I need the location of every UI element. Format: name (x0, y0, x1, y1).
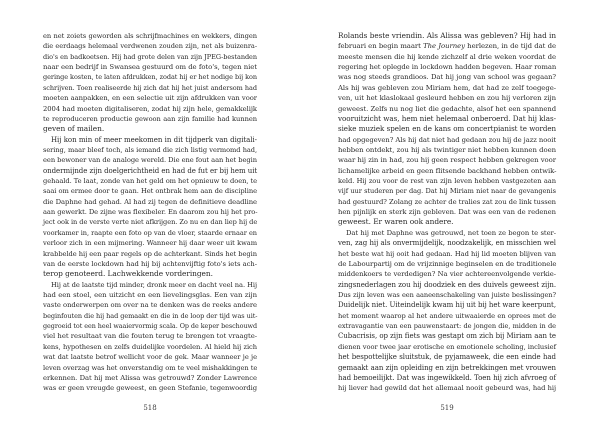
text-run: keld. Hij zou voor de rest van zijn leven hebben vastgezeten aan (338, 177, 556, 186)
text-run: vijf uur studeren per dag. Dat hij Miriam niet naar de gevangenis (338, 187, 556, 196)
text-run: beginfouten die hij had gemaakt en die in de loop der tijd was uit- (43, 311, 258, 320)
text-run: regering het oplegde in lockdown hadden begeven. Haar roman (338, 63, 557, 72)
text-run: wat dat laatste betrof wellicht voor de gek. Maar wanneer je je (43, 353, 257, 362)
text-line (43, 321, 257, 331)
text-run: meeste mensen die hij kende zichzelf al drie weken voordat de (338, 52, 556, 61)
text-line (338, 373, 556, 383)
text-line (338, 31, 556, 41)
text-line (338, 280, 556, 290)
text-line (43, 352, 257, 362)
text-run: te reproduceren productie gewoon aan zijn familie had kunnen (43, 114, 257, 123)
text-line (338, 290, 556, 300)
text-line (43, 207, 257, 217)
text-run: van de eerste lockdown had hij bij achtenvijftig foto's iets ach- (43, 259, 257, 268)
text-line (43, 176, 257, 186)
text-line (43, 269, 257, 279)
text-run: vaste onderwerpen om over na te denken was de reeks andere (43, 301, 257, 310)
text-run: het bespottelijke sluitstuk, de pyjamaweek, die een einde had (338, 353, 556, 362)
text-run: een bewoner van de analoge wereld. Die ene fout aan het begin (43, 156, 257, 165)
text-line (338, 104, 556, 114)
text-run: terop genoteerd. Lachwekkende vorderingen. (43, 269, 213, 279)
text-run: herlezen, in de tijd dat de (464, 42, 556, 51)
text-line (43, 31, 257, 41)
text-line (43, 311, 257, 321)
text-line (43, 363, 257, 373)
text-run: erkennen. Dat hij met Alissa was getrouwd? Zonder Lawrence (43, 373, 257, 382)
text-line (43, 280, 257, 290)
text-line (338, 166, 556, 176)
text-run: leven overzag was het onverstandig om te veel mishakkingen te (43, 363, 258, 372)
text-line (338, 228, 556, 238)
text-run: extravagantie van een pauwenstaart: de jongen die, midden in de (338, 322, 556, 331)
text-run: was nog steeds grandioos. Dat hij jong van school was gegaan? (338, 73, 556, 82)
text-line (338, 238, 556, 248)
text-line (338, 321, 556, 331)
text-line (43, 228, 257, 238)
text-line (338, 93, 556, 103)
text-run: vooruitzicht was, hem niet helemaal onberoerd. Dat hij klas- (338, 113, 556, 123)
text-line (43, 238, 257, 248)
text-run: viel het resultaat van die fouten terug te brengen tot vraagte- (43, 332, 257, 341)
text-line (338, 383, 556, 393)
text-run: lichamelijke arbeid en geen flitsende backhand hebben ontwik- (338, 166, 557, 175)
text-run: sieke muziek spelen en de kans om concertpianist te worden (338, 124, 556, 134)
text-run: Als hij was gebleven zou Miriam hem, dat had ze zelf toegege- (338, 83, 556, 92)
text-line (338, 207, 556, 217)
text-run: Duidelijk niet. Uiteindelijk kwam hij uit bij het ware keerpunt, (338, 301, 556, 310)
text-run: had opgegeven? Als hij dat niet had gedaan zou hij de jazz nooit (338, 135, 557, 144)
text-line (338, 186, 556, 196)
text-line (338, 352, 556, 362)
text-run: middenkoers te verdedigen? Na vier achtereenvolgende verkie- (338, 270, 556, 279)
text-line (43, 197, 257, 207)
page-number-right: 519 (440, 404, 454, 412)
text-line (338, 72, 556, 82)
text-run: aan gewerkt. De zijne was flexibeler. En daarom zou hij het pro- (43, 208, 258, 217)
text-run: Hij kon min of meer meekomen in dit tijdperk van digitali- (51, 135, 257, 144)
text-run: sering, maar bleef toch, als iemand die zich listig vermomd had, (43, 145, 257, 154)
text-run: Dat hij met Daphne was getrouwd, net toen ze begon te ster- (346, 228, 556, 237)
text-line (338, 114, 556, 124)
right-page-text (338, 31, 556, 394)
text-line (338, 363, 556, 373)
text-run: geweest. Zelfs nu nog liet die gedachte, alsof het een spannend (338, 104, 556, 113)
text-line (43, 124, 257, 134)
text-run: verloor zich in een mijmering. Wanneer hij daar weer uit kwam (43, 239, 257, 248)
text-line (338, 331, 556, 341)
text-run: die eerdaags helemaal verdwenen zouden zijn, net als buizenra- (43, 42, 257, 51)
text-line (43, 217, 257, 227)
text-run: en net zoiets geworden als schrijfmachines en wekkers, dingen (43, 32, 257, 40)
text-line (43, 300, 257, 310)
text-line (43, 52, 257, 62)
text-run: naar een bedrijf in Swansea gestuurd om de foto's, tegen niet (43, 63, 257, 72)
text-line (43, 135, 257, 145)
text-run: waar hij zin in had, zou hij geen respect hebben gekregen voor (338, 156, 556, 165)
text-run: Hij at de laatste tijd minder, dronk meer en dacht veel na. Hij (51, 280, 257, 289)
text-run: krabbelde hij een paar regels op de achterkant. Sinds het begin (43, 249, 257, 258)
text-line (338, 62, 556, 72)
right-page (300, 0, 600, 440)
text-line (338, 176, 556, 186)
page-number-left: 518 (143, 404, 157, 412)
text-run: had gestuurd? Zolang ze achter de tralies zat zou de link tussen (338, 197, 556, 206)
text-line (43, 62, 257, 72)
text-run: dio's en badkoetsen. Hij had grote delen van zijn JPEG-bestanden (43, 52, 257, 61)
text-run: gehaald. Te laat, zonde van het geld om het opnieuw te doen, te (43, 177, 258, 186)
text-line (43, 186, 257, 196)
text-line (338, 269, 556, 279)
text-run: die Daphne had gehad. Al had zij tegen de definitieve deadline (43, 197, 257, 206)
text-line (338, 342, 556, 352)
text-run: geven of mailen. (43, 124, 105, 134)
text-run: ondermijnde zijn doelgerichtheid en had de fut er bij hem uit (43, 166, 258, 175)
text-run: geringe kosten, te laten afdrukken, zodat hij er het nodige bij kon (43, 73, 257, 82)
text-line (338, 259, 556, 269)
text-line (43, 290, 257, 300)
text-run: hij liever had gewild dat het allemaal nooit gebeurd was, had hij (338, 384, 556, 393)
text-run: 2004 had moeten digitaliseren, zodat hij zijn hele, gemakkelijk (43, 104, 257, 113)
text-line (338, 197, 556, 207)
text-run: hen pijnlijk en sterk zijn gebleven. Dat was een van de redenen (338, 208, 556, 217)
text-line (338, 155, 556, 165)
text-line (43, 383, 257, 393)
text-run: het moment waarop al het andere uitwaaierde en oprees met de (338, 311, 556, 320)
text-line (338, 135, 556, 145)
text-line (338, 83, 556, 93)
text-run: hebben ontdekt, zou hij als twintiger niet hebben kunnen doen (338, 145, 556, 154)
text-line (43, 41, 257, 51)
text-line (43, 155, 257, 165)
text-run: het beste wat hij ooit had gedaan. Had hij lid moeten blijven van (338, 249, 556, 258)
text-line (43, 145, 257, 155)
text-line (338, 249, 556, 259)
text-run: ject ook in de verste verte niet afkrijgen. Zo nu en dan liep hij de (43, 218, 258, 227)
text-line (338, 52, 556, 62)
text-line (43, 342, 257, 352)
text-line (43, 114, 257, 124)
text-line (43, 104, 257, 114)
text-run: kens, hypothesen en zelfs duidelijke voordelen. Al hield hij zich (43, 342, 257, 351)
text-run: moeten aanpakken, en een selectie uit zijn afdrukken van voor (43, 94, 257, 103)
text-line (43, 249, 257, 259)
text-line (43, 331, 257, 341)
text-run: Rolands beste vriendin. Als Alissa was gebleven? Hij had in (338, 31, 556, 40)
text-line (338, 311, 556, 321)
text-run: geweest. Er waren ook andere. (338, 217, 454, 227)
text-line (338, 145, 556, 155)
text-line (338, 300, 556, 310)
text-run: de Labourpartij om de vrijzinnige beginselen en de traditionele (338, 259, 557, 268)
text-line (338, 41, 556, 51)
text-line (338, 217, 556, 227)
text-line (43, 72, 257, 82)
text-run: ven, uit het klaslokaal gesleurd hebben en zou hij verloren zijn (338, 94, 556, 103)
text-run: ven, zag hij als onvermijdelijk, noodzakelijk, en misschien wel (338, 239, 556, 248)
text-run: voorkamer in, raapte een foto op van de vloer, staarde ernaar en (43, 228, 257, 237)
text-line (43, 83, 257, 93)
text-line (43, 93, 257, 103)
text-run: saai om ermee door te gaan. Het ontbrak hem aan de discipline (43, 187, 257, 196)
text-run: Dus zijn leven was een aaneenschakeling van juiste beslissingen? (338, 290, 556, 299)
text-run: zingsnederlagen zou hij doodziek en des duivels geweest zijn. (338, 280, 556, 289)
text-run: had bemoeilijkt. Dat was ingewikkeld. Toen hij zich afvroeg of (338, 373, 556, 382)
book-title-italic: The Journey (423, 42, 465, 51)
text-run: gemaakt aan zijn opleiding en zijn betrekkingen met vrouwen (338, 363, 556, 372)
text-line (338, 124, 556, 134)
left-page-text (43, 31, 257, 394)
text-run: gegroeid tot een heel waaiervormig scala. Op de keper beschouwd (43, 322, 257, 331)
text-run: schrijven. Toen realiseerde hij zich dat hij het juist andersom had (43, 83, 257, 92)
text-run: had een stoel, een uitzicht en een lievelingsglas. Een van zijn (43, 290, 257, 299)
text-run: februari en begin maart (338, 42, 424, 51)
text-line (43, 373, 257, 383)
text-run: dienen voor twee jaar erotische en emotionele scholing, inclusief (338, 342, 556, 351)
text-line (43, 259, 257, 269)
text-line (43, 166, 257, 176)
text-run: was er geen vreugde geweest, en geen Stefanie, tegenwoordig (43, 384, 258, 393)
text-run: Cubacrisis, op zijn fiets was gestapt om zich bij Miriam aan te (338, 332, 556, 341)
